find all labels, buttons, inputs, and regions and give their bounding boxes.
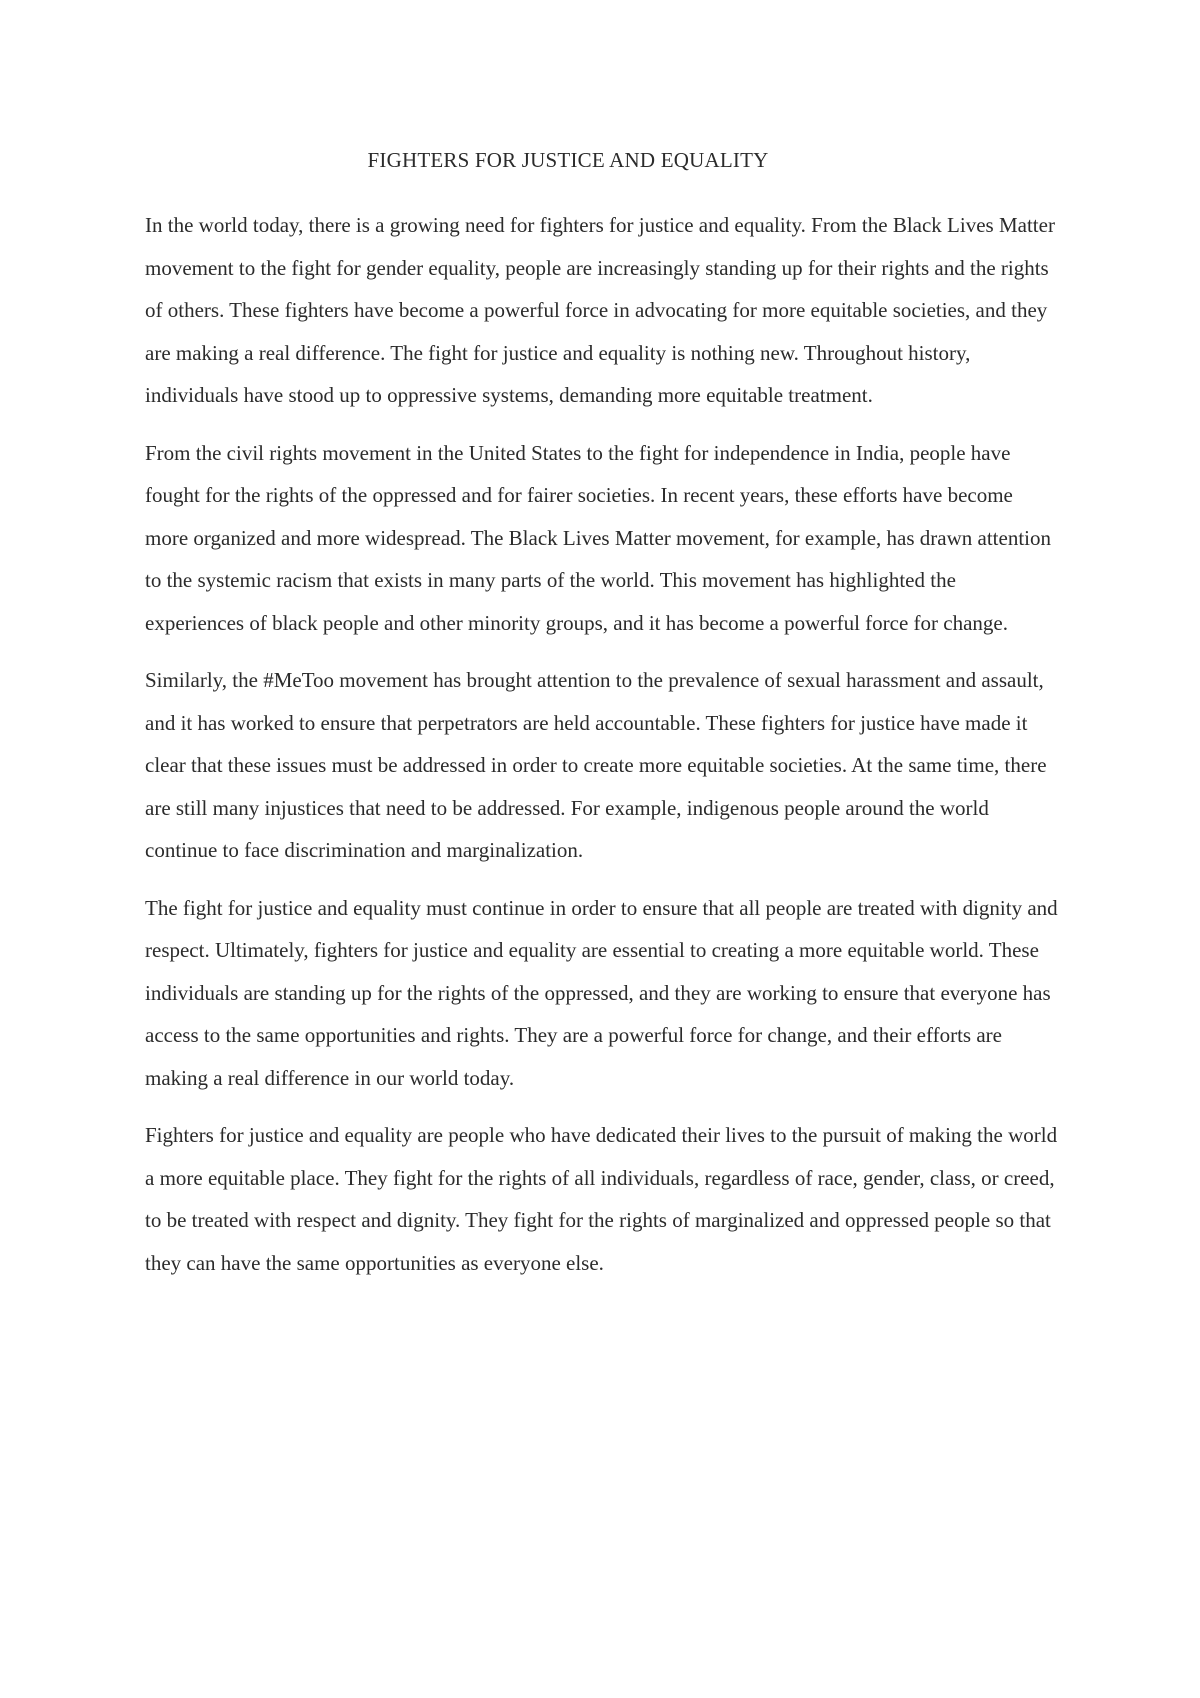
paragraph: In the world today, there is a growing need for fighters for justice and equality. From the Black Lives Matter movement to the fight for gender equality, people are increasingly standing up for their rights and the rights of others. These fighters have become a powerful force in advocating for more equitable societies, and they are making a real difference. The fight for justice and equality is nothing new. Throughout history, individuals have stood up to oppressive systems, demanding more equitable treatment. [145,213,1055,407]
paragraph: From the civil rights movement in the United States to the fight for independence in India, people have fought for the rights of the oppressed and for fairer societies. In recent years, these efforts have become more organized and more widespread. The Black Lives Matter movement, for example, has drawn attention to the systemic racism that exists in many parts of the world. This movement has highlighted the experiences of black people and other minority groups, and it has become a powerful force for change. [145,440,1052,635]
document-body [145,204,1060,1299]
paragraph: Similarly, the #MeToo movement has brought attention to the prevalence of sexual harassment and assault, and it has worked to ensure that perpetrators are held accountable. These fighters for justice have made it clear that these issues must be addressed in order to create more equitable societies. At the same time, there are still many injustices that need to be addressed. For example, indigenous people around the world continue to face discrimination and marginalization. [145,668,1047,862]
paragraph: Fighters for justice and equality are people who have dedicated their lives to the pursuit of making the world a more equitable place. They fight for the rights of all individuals, regardless of race, gender, class, or creed, to be treated with respect and dignity. They fight for the rights of marginalized and oppressed people so that they can have the same opportunities as everyone else. [145,1123,1058,1275]
document-title: FIGHTERS FOR JUSTICE AND EQUALITY [367,148,769,172]
paragraph: The fight for justice and equality must continue in order to ensure that all people are treated with dignity and respect. Ultimately, fighters for justice and equality are essential to creating a more equitable world. These individuals are standing up for the rights of the oppressed, and they are working to ensure that everyone has access to the same opportunities and rights. They are a powerful force for change, and their efforts are making a real difference in our world today. [145,895,1058,1090]
